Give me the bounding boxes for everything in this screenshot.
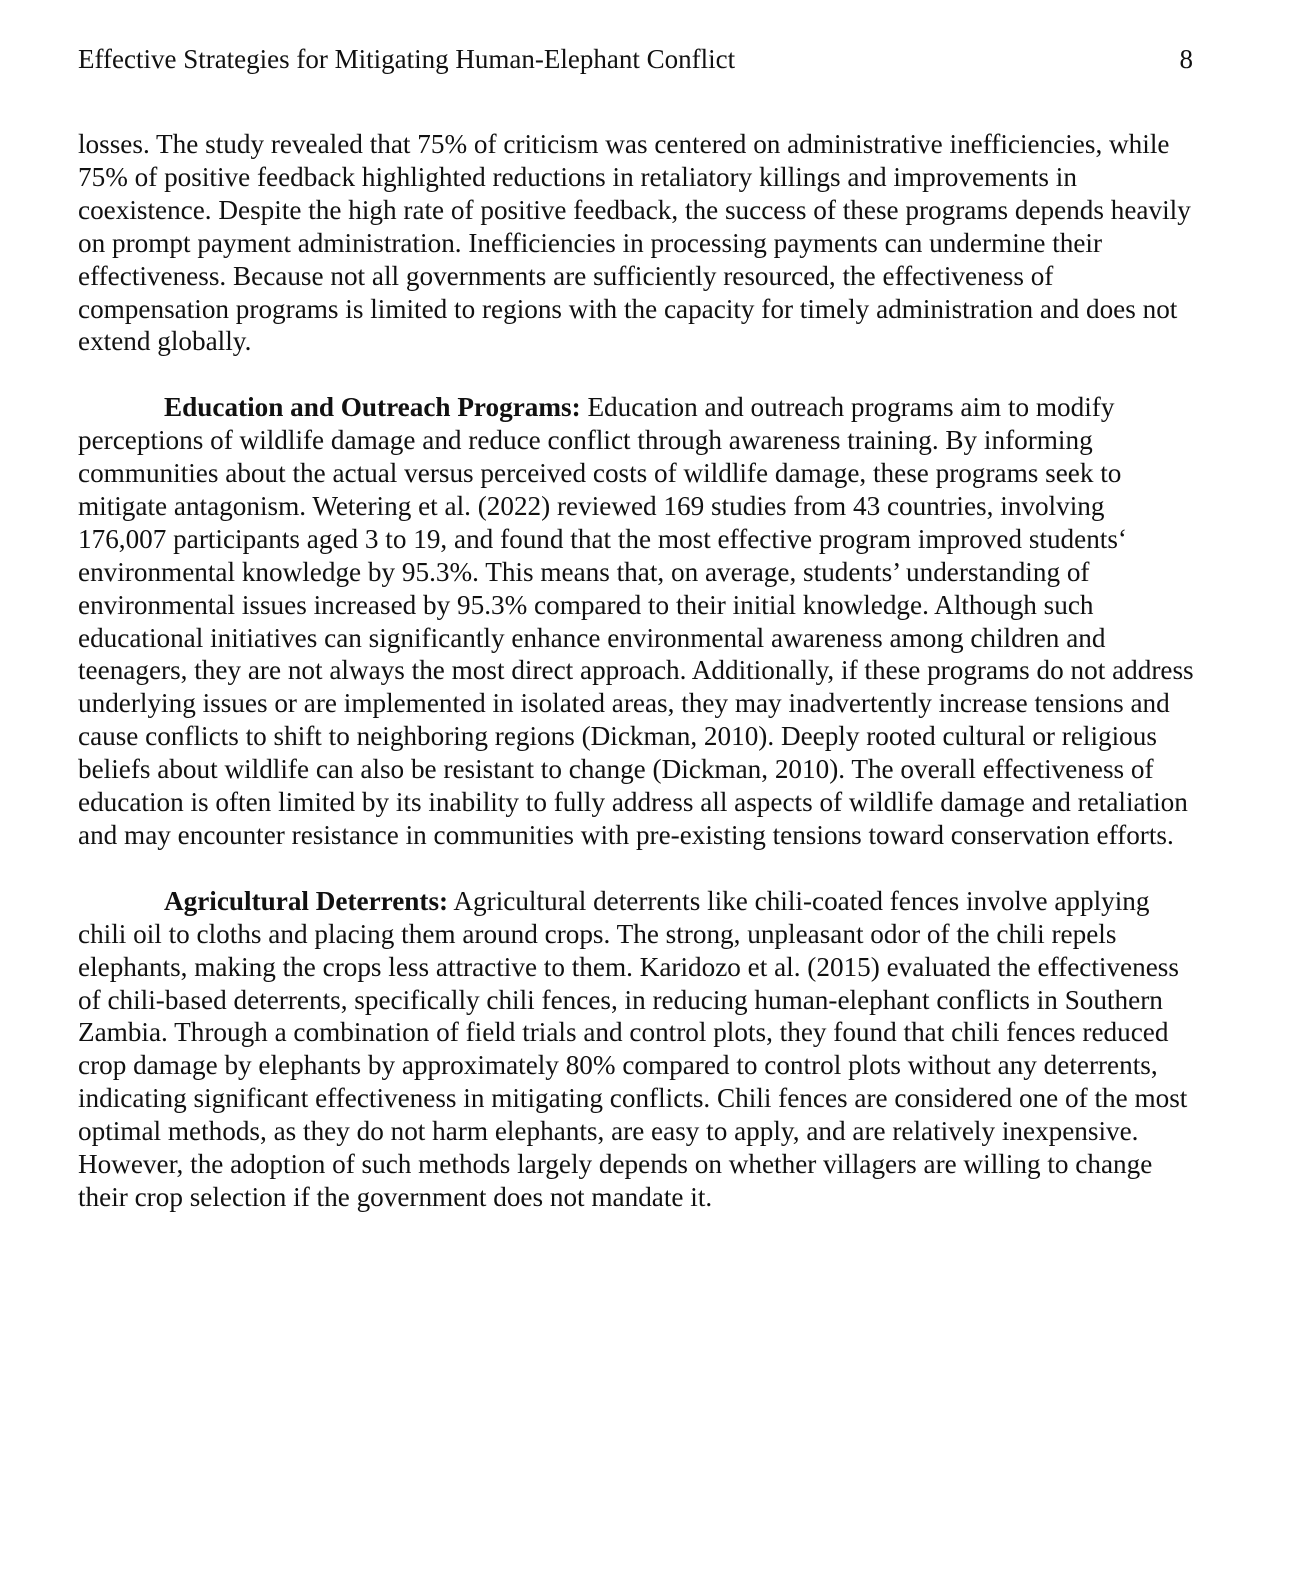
body-text [78, 128, 1196, 1214]
paragraph-text: Agricultural deterrents like chili-coated fences involve applying chili oil to cloths and placing them around crops. The strong, unpleasant odor of the chili repels elephants, making the crops less attractive to them. Karidozo et al. (2015) evaluated the effectiveness of chili-based deterrents, specifically chili fences, in reducing human-elephant conflicts in Southern Zambia. Through a combination of field trials and control plots, they found that chili fences reduced crop damage by elephants by approximately 80% compared to control plots without any deterrents, indicating significant effectiveness in mitigating conflicts. Chili fences are considered one of the most optimal methods, as they do not harm elephants, are easy to apply, and are relatively inexpensive. However, the adoption of such methods largely depends on whether villagers are willing to change their crop selection if the government does not mandate it. [78, 885, 1188, 1212]
paragraph-heading: Education and Outreach Programs: [164, 392, 581, 423]
paragraph-agricultural-deterrents [78, 885, 1196, 1214]
running-head [78, 42, 1193, 76]
running-head-title: Effective Strategies for Mitigating Human-Elephant Conflict [78, 44, 736, 74]
paragraph-text: Education and outreach programs aim to modify perceptions of wildlife damage and reduce conflict through awareness training. By informing communities about the actual versus perceived costs of wildlife damage, these programs seek to mitigate antagonism. Wetering et al. (2022) reviewed 169 studies from 43 countries, involving 176,007 participants aged 3 to 19, and found that the most effective program improved students‘ environmental knowledge by 95.3%. This means that, on average, students’ understanding of environmental issues increased by 95.3% compared to their initial knowledge. Although such educational initiatives can significantly enhance environmental awareness among children and teenagers, they are not always the most direct approach. Additionally, if these programs do not address underlying issues or are implemented in isolated areas, they may inadvertently increase tensions and cause conflicts to shift to neighboring regions (Dickman, 2010). Deeply rooted cultural or religious beliefs about wildlife can also be resistant to change (Dickman, 2010). The overall effectiveness of education is often limited by its inability to fully address all aspects of wildlife damage and retaliation and may encounter resistance in communities with pre-existing tensions toward conservation efforts. [78, 392, 1194, 851]
paragraph-compensation-continued [78, 128, 1196, 358]
paragraph-heading: Agricultural Deterrents: [164, 885, 449, 916]
paragraph-education-outreach [78, 391, 1196, 852]
paragraph-text: losses. The study revealed that 75% of criticism was centered on administrative inefficiencies, while 75% of positive feedback highlighted reductions in retaliatory killings and improvements in coexistence. Despite the high rate of positive feedback, the success of these programs depends heavily on prompt payment administration. Inefficiencies in processing payments can undermine their effectiveness. Because not all governments are sufficiently resourced, the effectiveness of compensation programs is limited to regions with the capacity for timely administration and does not extend globally. [78, 129, 1191, 357]
page-number: 8 [1179, 44, 1193, 74]
